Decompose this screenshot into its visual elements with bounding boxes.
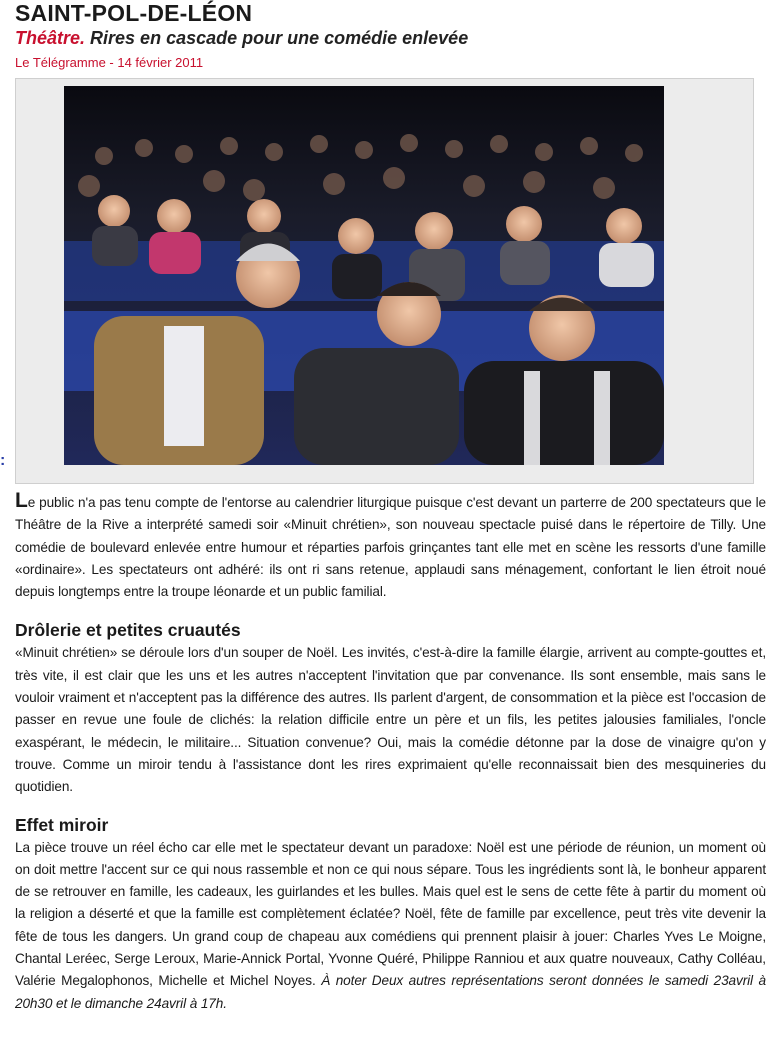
- article-body: [15, 490, 766, 1015]
- section-heading: Drôlerie et petites cruautés: [15, 620, 241, 641]
- headline: [15, 28, 468, 49]
- section-effet-miroir: [15, 813, 766, 1015]
- lead-paragraph: [15, 490, 766, 603]
- lead-text: e public n'a pas tenu compte de l'entorse au calendrier liturgique puisque c'est devant un parterre de 200 spectateurs que le Théâtre de la Rive a interprété samedi soir «Minuit chrétien», son nouveau spectacle puisé dans le répertoire de Tilly. Une comédie de boulevard enlevée entre humour et réparties parfois grinçantes tant elle met en scène les ressorts d'une famille «ordinaire». Les spectateurs ont adhéré: ils ont ri sans retenue, applaudi sans ménagement, confortant le lien étroit noué depuis longtemps entre la troupe léonarde et un public familial.: [15, 495, 766, 600]
- headline-kicker: Théâtre.: [15, 28, 86, 48]
- page-title: SAINT-POL-DE-LÉON: [15, 0, 253, 26]
- section-body: La pièce trouve un réel écho car elle met le spectateur devant un paradoxe: Noël est une période de réunion, un moment où on doit mettre l'accent sur ce qui nous rassemble et non ce qui nous sépare. Tous les ingrédients sont là, le bonheur apparent de se retrouver en famille, les cadeaux, les guirlandes et les bulles. Mais quel est le sens de cette fête à partir du moment où la religion a déserté et que la famille est complètement éclatée? Noël, fête de famille par excellence, peut très vite devenir la fête de tous les dangers. Un grand coup de chapeau aux comédiens qui prennent plaisir à jouer: Charles Yves Le Moigne, Chantal Leréec, Serge Leroux, Marie-Annick Portal, Yvonne Quéré, Philippe Ranniou et aux quatre nouveaux, Cathy Colléau, Valérie Megalophonos, Michelle et Michel Noyes.: [15, 839, 766, 989]
- section-heading: Effet miroir: [15, 814, 109, 835]
- side-mark: :: [0, 452, 6, 469]
- headline-text: Rires en cascade pour une comédie enlevée: [85, 28, 469, 48]
- source-line: Le Télégramme - 14 février 2011: [15, 55, 204, 70]
- section-text: [15, 837, 766, 1015]
- section-text: «Minuit chrétien» se déroule lors d'un souper de Noël. Les invités, c'est-à-dire la famille élargie, arrivent au compte-gouttes et, très vite, il est clair que les uns et les autres n'acceptent l'invitation que par convenance. Ils sont ensemble, mais sans le vouloir vraiment et n'acceptent pas la différence des autres. Ils parlent d'argent, de consommation et la pièce est l'occasion de passer en revue une foule de clichés: la relation difficile entre un père et un fils, les petites jalousies familiales, l'oncle exaspérant, le médecin, le militaire... Situation convenue? Oui, mais la comédie détonne par la dose de vinaigre qu'on y trouve. Comme un miroir tendu à l'assistance dont les rires exprimaient qu'elle reconnaissait bien des mesquineries du quotidien.: [15, 645, 766, 795]
- audience-photo: [64, 86, 664, 465]
- performance-note: À noter Deux autres représentations seront données le samedi 23avril à 20h30 et le dimanche 24avril à 17h.: [15, 973, 766, 1011]
- section-drolerie: [15, 618, 766, 798]
- drop-cap: L: [15, 489, 28, 512]
